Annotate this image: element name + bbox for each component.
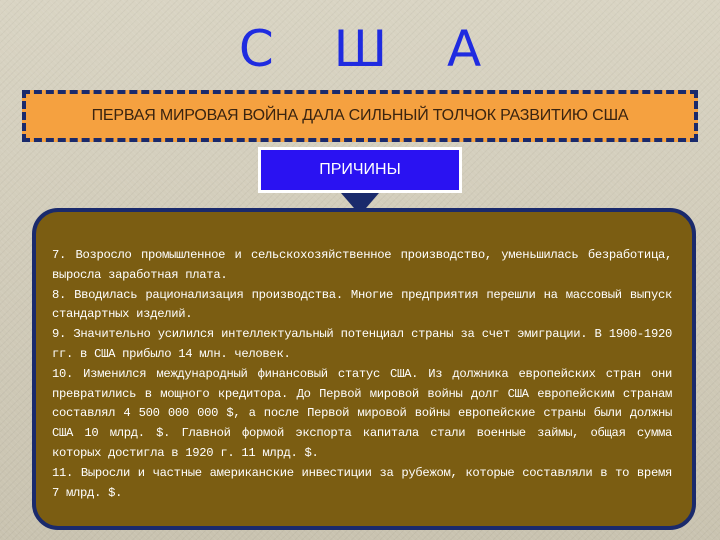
slide-title: С Ш А: [238, 20, 504, 78]
list-item: 11. Выросли и частные американские инвестиции за рубежом, которые составляли в то время 7 млрд. $.: [52, 465, 672, 500]
reasons-box: [258, 147, 462, 193]
headline-text: ПЕРВАЯ МИРОВАЯ ВОЙНА ДАЛА СИЛЬНЫЙ ТОЛЧОК РАЗВИТИЮ США: [91, 107, 629, 124]
list-item: 9. Значительно усилился интеллектуальный потенциал страны за счет эмиграции. В 1900-1920 гг. в США прибыло 14 млн. человек.: [52, 327, 672, 361]
list-item: 8. Вводилась рационализация производства. Многие предприятия перешли на массовый выпуск стандартных изделий.: [52, 287, 672, 322]
list-item: 7. Возросло промышленное и сельскохозяйственное производство, уменьшилась безработица, выросла заработная плата.: [52, 248, 672, 282]
reasons-label: ПРИЧИНЫ: [319, 161, 401, 178]
list-item: 10. Изменился международный финансовый статус США. Из должника европейских стран они превратились в мощного кредитора. До Первой мировой войны долг США европейским странам составлял 4 500 000 000 $, а после Первой мировой войны европейские страны были должны США 10 млрд. $. Главной формой экспорта капитала стали военные займы, общая сумма которых достигла в 1920 г. 11 млрд. $.: [52, 366, 672, 460]
headline-banner: [22, 90, 698, 142]
reasons-content-box: [32, 208, 696, 530]
